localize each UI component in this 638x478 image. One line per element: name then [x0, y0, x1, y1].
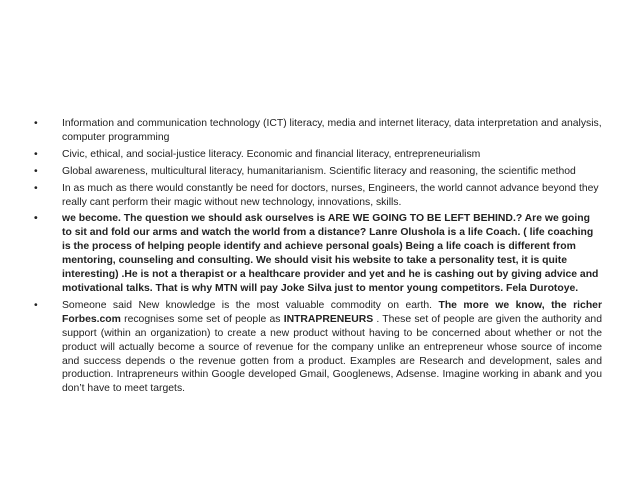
bullet-text-intro: Someone said New knowledge is the most valuable commodity on earth.	[62, 299, 439, 311]
bullet-icon: •	[34, 299, 38, 311]
intrapreneurs-term: INTRAPRENEURS	[283, 313, 374, 325]
bullet-icon: •	[34, 148, 38, 160]
bullet-icon: •	[34, 165, 38, 177]
bullet-item-ict-literacy	[34, 117, 602, 145]
bullet-text: Civic, ethical, and social-justice literacy. Economic and financial literacy, entrepreneurialism	[62, 148, 481, 160]
bullet-text: Global awareness, multicultural literacy, humanitarianism. Scientific literacy and reasoning, the scientific method	[62, 165, 576, 177]
bullet-icon: •	[34, 213, 38, 225]
bullet-text-lead: we become	[62, 213, 119, 225]
bullet-text: Information and communication technology (ICT) literacy, media and internet literacy, data interpretation and analysis, computer programming	[62, 118, 602, 143]
bullet-text: In as much as there would constantly be need for doctors, nurses, Engineers, the world cannot advance beyond they really cant perform their magic without new technology, innovations, skills.	[62, 182, 599, 208]
bullet-text: . The question we should ask ourselves is ARE WE GOING TO BE LEFT BEHIND.? Are we going to sit and fold our arms and watch the world from a distance? Lanre Olushola is a life Coach. ( life coaching is the process of helping people identify and achieve personal goals) Being a life coach is different from mentoring, counseling and consulting. We should visit his website to take a personality test, it is quite interesting) .He is not a therapist or a healthcare provider and yet and he is cashing out by giving advice and motivational talks. That is why MTN will pay Joke Silva just to mentor young competitors. Fela Durotoye.	[62, 213, 599, 294]
bullet-text: recognises some set of people as	[120, 313, 284, 325]
bullet-item-left-behind	[34, 212, 602, 295]
bullet-icon: •	[34, 118, 38, 129]
bullet-text-rest: . These set of people are given the authority and support (within an organization) to create a new product without having to be concerned about whether or not the product will actually become a source of revenue for the company unlike an entrepreneur whose source of income and success depends o the revenue gotten from a product. Examples are Research and development, sales and production. Intrapreneurs within Google developed Gmail, Googlenews, Adsense. Imagine working in abank and you don’t have to meet targets.	[62, 313, 602, 395]
bullet-list	[34, 117, 602, 399]
bullet-text-emphasis: The more we know, the richer Forbes.com	[62, 299, 602, 325]
bullet-item-technology-need	[34, 182, 602, 210]
bullet-icon: •	[34, 182, 38, 194]
bullet-item-intrapreneurs	[34, 299, 602, 396]
bullet-item-global-awareness	[34, 165, 602, 179]
bullet-item-civic-literacy	[34, 148, 602, 162]
